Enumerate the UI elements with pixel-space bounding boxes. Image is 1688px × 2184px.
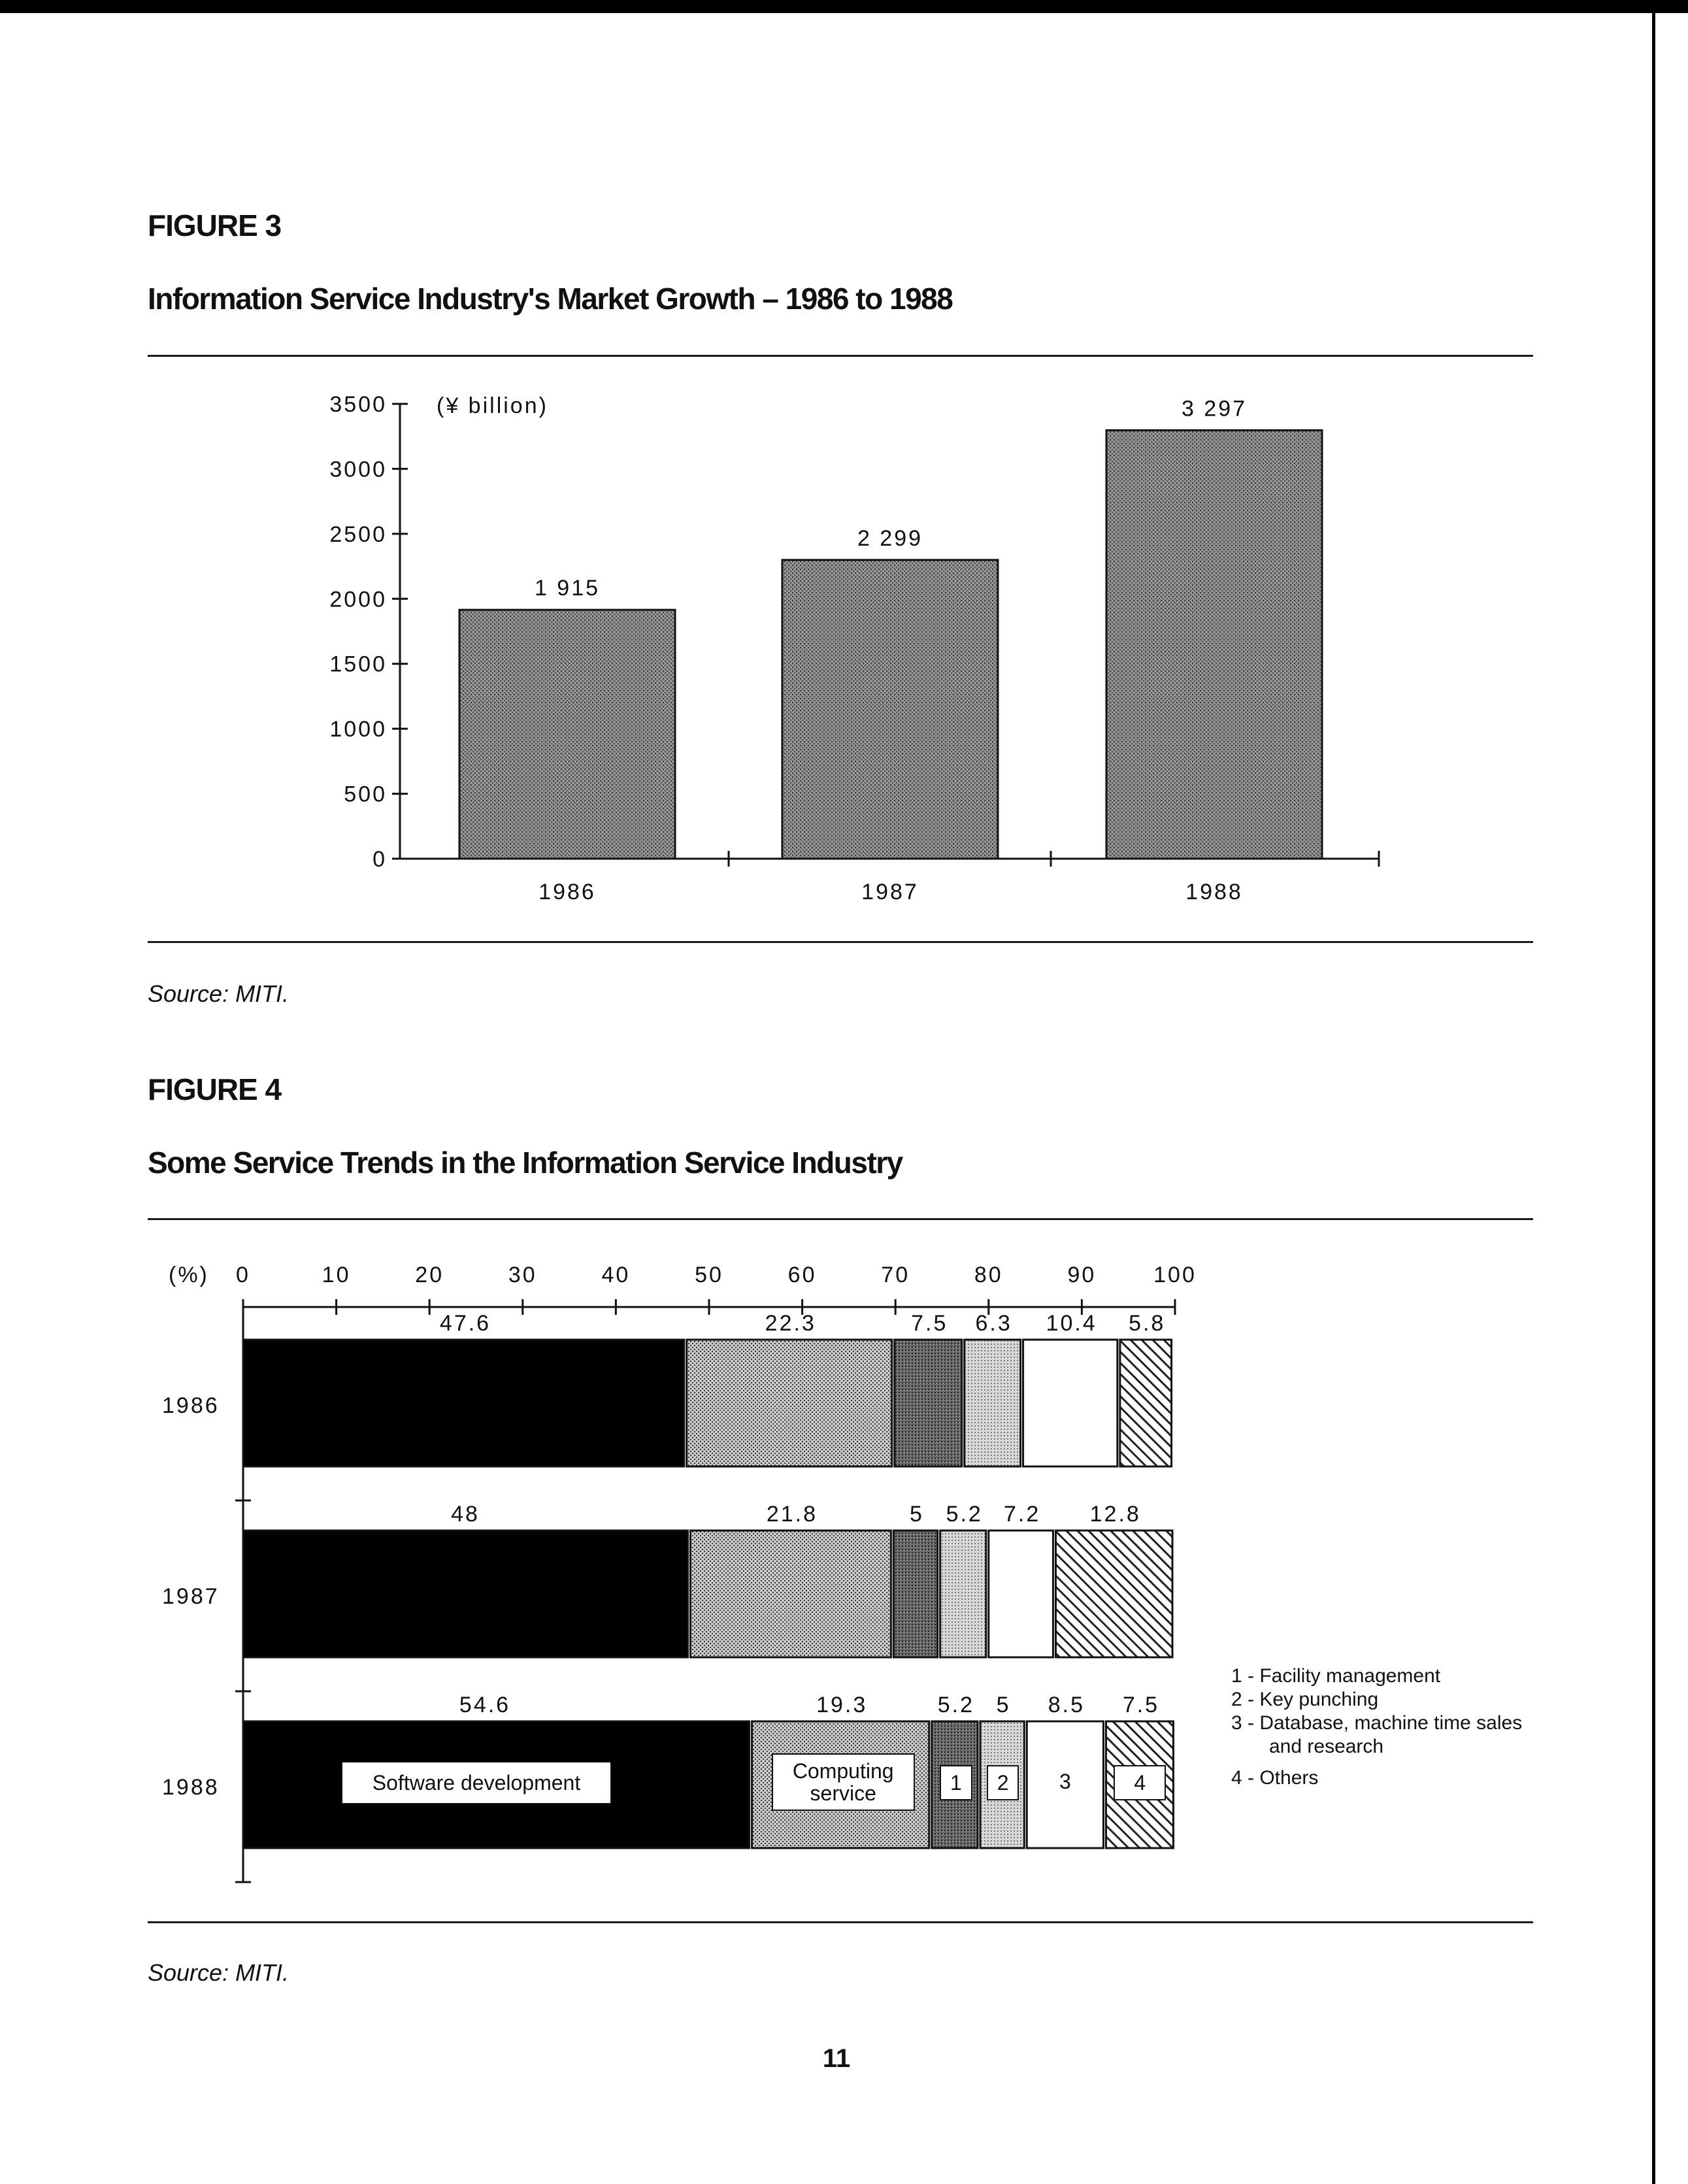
bar-value-label: 2 299 — [857, 525, 923, 551]
x-tick-label: 90 — [1067, 1263, 1097, 1287]
legend-item-database: 3 - Database, machine time sales — [1231, 1712, 1523, 1734]
stacked-segment — [893, 1530, 937, 1657]
software-development-label: Software development — [372, 1771, 581, 1795]
x-tick-label: 1986 — [538, 880, 596, 904]
x-tick-label: 20 — [415, 1263, 444, 1287]
legend-item-key-punching: 2 - Key punching — [1231, 1689, 1379, 1710]
y-tick-label: 500 — [344, 782, 387, 807]
x-tick-label: 80 — [974, 1263, 1003, 1287]
stacked-segment — [1120, 1340, 1172, 1466]
segment-3-callout — [1040, 1765, 1090, 1798]
figure3-source: Source: MITI. — [148, 980, 290, 1007]
figure4-source: Source: MITI. — [148, 1959, 290, 1986]
stacked-segment — [965, 1340, 1021, 1466]
segment-value-label: 12.8 — [1089, 1502, 1141, 1527]
software-development-callout — [341, 1761, 612, 1804]
computing-service-callout — [772, 1753, 915, 1811]
x-tick-label: 1987 — [861, 880, 919, 904]
y-tick-label: 3000 — [329, 457, 387, 482]
segment-value-label: 8.5 — [1048, 1693, 1085, 1717]
segment-value-label: 10.4 — [1046, 1311, 1097, 1336]
x-tick-label: 1988 — [1185, 880, 1243, 904]
bar — [459, 610, 675, 859]
segment-1-callout — [940, 1765, 972, 1800]
segment-value-label: 48 — [451, 1502, 480, 1527]
segment-value-label: 5 — [910, 1502, 924, 1527]
segment-4-number: 4 — [1134, 1771, 1146, 1795]
bar — [1106, 430, 1322, 859]
segment-value-label: 5.8 — [1129, 1311, 1166, 1336]
segment-value-label: 54.6 — [459, 1693, 511, 1717]
page-number: 11 — [822, 2044, 851, 2073]
segment-value-label: 7.5 — [1122, 1693, 1160, 1717]
y-tick-label: 2000 — [329, 587, 387, 612]
stacked-segment — [687, 1340, 892, 1466]
segment-3-number: 3 — [1059, 1770, 1071, 1793]
segment-value-label: 22.3 — [765, 1311, 816, 1336]
segment-value-label: 47.6 — [439, 1311, 491, 1336]
segment-1-number: 1 — [950, 1771, 962, 1795]
stacked-segment — [690, 1530, 891, 1657]
segment-value-label: 5.2 — [937, 1693, 975, 1717]
legend-item-facility-management: 1 - Facility management — [1231, 1665, 1441, 1687]
legend-item-others: 4 - Others — [1231, 1767, 1319, 1789]
y-tick-label: 2500 — [329, 521, 387, 547]
segment-value-label: 5.2 — [946, 1502, 983, 1527]
figure4-label: FIGURE 4 — [148, 1072, 282, 1106]
y-tick-label: 1500 — [329, 652, 387, 677]
x-tick-label: 70 — [881, 1263, 910, 1287]
segment-2-callout — [987, 1765, 1019, 1800]
y-tick-label: 3500 — [329, 392, 387, 417]
y-unit-label: (¥ billion) — [437, 393, 548, 418]
x-tick-label: 50 — [695, 1263, 723, 1287]
computing-service-label-line2: service — [810, 1781, 876, 1805]
computing-service-label-line1: Computing — [792, 1759, 894, 1783]
x-unit-label: (%) — [169, 1263, 209, 1287]
segment-2-number: 2 — [997, 1771, 1009, 1795]
x-tick-label: 10 — [322, 1263, 351, 1287]
figure3-title: Information Service Industry's Market Growth – 1986 to 1988 — [148, 282, 953, 316]
y-tick-label: 1988 — [162, 1775, 220, 1800]
x-tick-label: 100 — [1153, 1263, 1197, 1287]
y-tick-label: 1986 — [162, 1393, 220, 1418]
segment-4-callout — [1114, 1765, 1166, 1800]
stacked-segment — [940, 1530, 986, 1657]
market-growth-chart — [329, 392, 1379, 904]
x-tick-label: 60 — [787, 1263, 817, 1287]
legend-item-database-cont: and research — [1269, 1736, 1384, 1757]
stacked-segment — [243, 1340, 684, 1466]
segment-value-label: 7.5 — [911, 1311, 948, 1336]
x-tick-label: 30 — [508, 1263, 537, 1287]
stacked-segment — [1023, 1340, 1117, 1466]
x-tick-label: 0 — [236, 1263, 250, 1287]
bar-value-label: 1 915 — [534, 576, 601, 601]
stacked-segment — [243, 1530, 687, 1657]
segment-value-label: 6.3 — [975, 1311, 1012, 1336]
y-tick-label: 0 — [372, 847, 387, 872]
stacked-segment — [989, 1530, 1053, 1657]
bar-value-label: 3 297 — [1181, 396, 1248, 422]
y-tick-label: 1987 — [162, 1584, 220, 1609]
figure3-label: FIGURE 3 — [148, 208, 282, 242]
x-tick-label: 40 — [601, 1263, 631, 1287]
stacked-segment — [895, 1340, 962, 1466]
segment-value-label: 21.8 — [766, 1502, 818, 1527]
y-tick-label: 1000 — [329, 717, 387, 742]
segment-value-label: 7.2 — [1004, 1502, 1041, 1527]
segment-value-label: 5 — [996, 1693, 1011, 1717]
bar — [782, 560, 998, 859]
stacked-segment — [1055, 1530, 1172, 1657]
figure4-title: Some Service Trends in the Information Service Industry — [148, 1146, 902, 1180]
segment-value-label: 19.3 — [816, 1693, 868, 1717]
